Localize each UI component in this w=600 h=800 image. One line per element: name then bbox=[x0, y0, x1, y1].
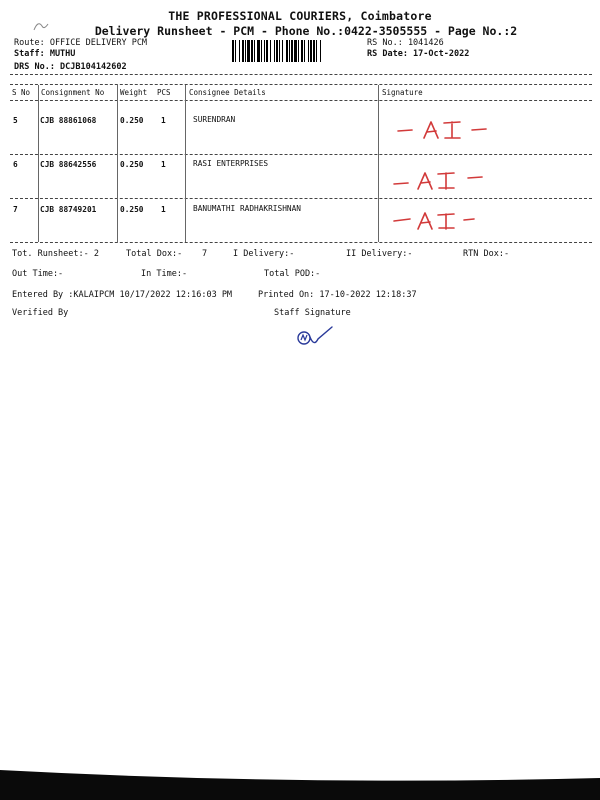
table-bottom-rule bbox=[10, 242, 592, 243]
total-pod-label: Total POD:- bbox=[264, 269, 321, 279]
in-time-label: In Time:- bbox=[141, 269, 188, 279]
row-consignee: RASI ENTERPRISES bbox=[193, 159, 269, 168]
row-pcs: 1 bbox=[161, 205, 166, 214]
staff-label: Staff: MUTHU bbox=[14, 49, 76, 59]
total-dox-value: 7 bbox=[202, 249, 208, 259]
out-time-label: Out Time:- bbox=[12, 269, 64, 279]
barcode bbox=[232, 40, 360, 62]
staff-signature-label: Staff Signature bbox=[274, 308, 351, 318]
row-consignee: SURENDRAN bbox=[193, 115, 236, 124]
row-weight: 0.250 bbox=[120, 205, 144, 214]
i-delivery-label: I Delivery:- bbox=[233, 249, 295, 259]
row-consignment: CJB 88861068 bbox=[40, 116, 97, 125]
header-bottom-rule bbox=[10, 100, 592, 101]
row-sno: 7 bbox=[13, 205, 18, 214]
rs-number: RS No.: 1041426 bbox=[367, 38, 444, 48]
company-title: THE PROFESSIONAL COURIERS, Coimbatore bbox=[168, 9, 432, 23]
verified-by-label: Verified By bbox=[12, 308, 69, 318]
row-sno: 5 bbox=[13, 116, 18, 125]
drs-number: DRS No.: DCJB104142602 bbox=[14, 62, 127, 72]
row-divider bbox=[10, 154, 592, 155]
barcode-bar bbox=[321, 40, 323, 62]
handwritten-signature bbox=[388, 166, 498, 194]
col-header-weight: Weight bbox=[120, 88, 148, 97]
rs-date: RS Date: 17-Oct-2022 bbox=[367, 49, 470, 59]
col-header-consignee: Consignee Details bbox=[189, 88, 266, 97]
col-header-sno: S No bbox=[12, 88, 31, 97]
column-divider bbox=[185, 85, 186, 242]
column-divider bbox=[378, 85, 379, 242]
row-sno: 6 bbox=[13, 160, 18, 169]
col-header-signature: Signature bbox=[382, 88, 423, 97]
rtn-dox-label: RTN Dox:- bbox=[463, 249, 510, 259]
col-header-consignment: Consignment No bbox=[41, 88, 105, 97]
total-runsheet: Tot. Runsheet:- 2 bbox=[12, 249, 99, 259]
route-label: Route: OFFICE DELIVERY PCM bbox=[14, 38, 148, 48]
printed-on: Printed On: 17-10-2022 12:18:37 bbox=[258, 290, 417, 300]
col-header-pcs: PCS bbox=[157, 88, 171, 97]
total-dox-label: Total Dox:- bbox=[126, 249, 183, 259]
pen-mark bbox=[30, 18, 52, 34]
row-divider bbox=[10, 198, 592, 199]
row-consignee: BANUMATHI RADHAKRISHNAN bbox=[193, 204, 301, 213]
scan-edge-shadow bbox=[0, 760, 600, 800]
table-top-rule bbox=[10, 74, 592, 75]
staff-signature-scribble bbox=[292, 325, 342, 351]
handwritten-signature bbox=[388, 207, 498, 235]
row-consignment: CJB 88749201 bbox=[40, 205, 97, 214]
ii-delivery-label: II Delivery:- bbox=[346, 249, 413, 259]
runsheet-subtitle: Delivery Runsheet - PCM - Phone No.:0422-3505555 - Page No.:2 bbox=[94, 24, 518, 38]
column-divider bbox=[117, 85, 118, 242]
row-consignment: CJB 88642556 bbox=[40, 160, 97, 169]
entered-by: Entered By :KALAIPCM 10/17/2022 12:16:03 PM bbox=[12, 290, 233, 300]
handwritten-signature bbox=[392, 116, 502, 144]
header-top-rule bbox=[10, 84, 592, 85]
row-pcs: 1 bbox=[161, 160, 166, 169]
column-divider bbox=[38, 85, 39, 242]
row-weight: 0.250 bbox=[120, 116, 144, 125]
row-pcs: 1 bbox=[161, 116, 166, 125]
row-weight: 0.250 bbox=[120, 160, 144, 169]
